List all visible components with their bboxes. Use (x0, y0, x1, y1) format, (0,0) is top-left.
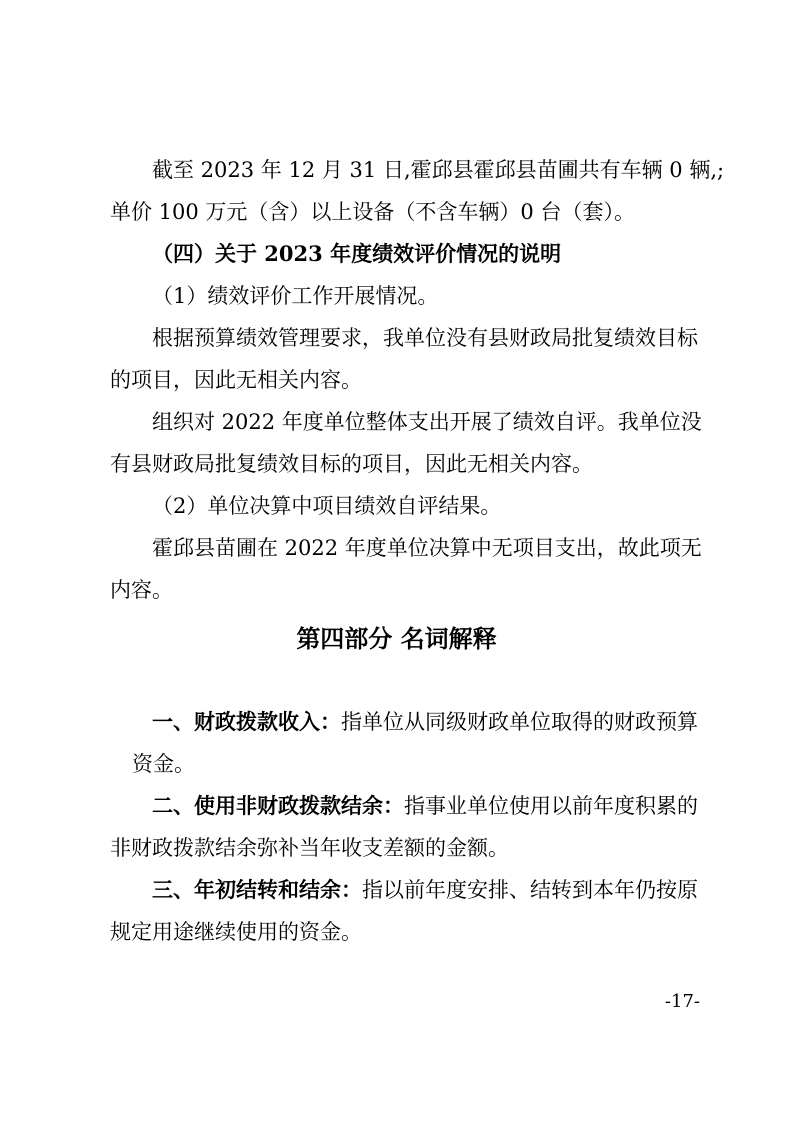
vehicles-line-1: 截至 2023 年 12 月 31 日,霍邱县霍邱县苗圃共有车辆 0 辆,; (152, 158, 725, 182)
part-four-title: 第四部分 名词解释 (296, 625, 497, 653)
para-1-line-2: 的项目，因此无相关内容。 (110, 368, 362, 392)
term-3-label: 三、年初结转和结余： (152, 877, 362, 902)
page-number: -17- (664, 991, 700, 1012)
term-1-label: 一、财政拨款收入： (152, 709, 341, 734)
para-1-line-1: 根据预算绩效管理要求，我单位没有县财政局批复绩效目标 (152, 326, 698, 350)
term-3-definition: 指以前年度安排、结转到本年仍按原 (362, 878, 698, 902)
term-1-line-2: 资金。 (132, 752, 195, 776)
para-2-line-1: 组织对 2022 年度单位整体支出开展了绩效自评。我单位没 (152, 410, 702, 434)
term-3-line-1 (152, 876, 698, 904)
item-1-heading: （1）绩效评价工作开展情况。 (152, 284, 439, 308)
term-2-line-1 (152, 792, 698, 820)
term-1-definition: 指单位从同级财政单位取得的财政预算 (341, 710, 698, 734)
sub-heading-performance-evaluation: （四）关于 2023 年度绩效评价情况的说明 (152, 241, 562, 266)
term-1-line-1 (152, 708, 698, 736)
term-3-line-2: 规定用途继续使用的资金。 (110, 920, 362, 944)
para-3-line-2: 内容。 (110, 578, 173, 602)
term-2-definition: 指事业单位使用以前年度积累的 (404, 794, 698, 818)
para-3-line-1: 霍邱县苗圃在 2022 年度单位决算中无项目支出，故此项无 (152, 536, 702, 560)
vehicles-line-2: 单价 100 万元（含）以上设备（不含车辆）0 台（套）。 (110, 200, 635, 224)
para-2-line-2: 有县财政局批复绩效目标的项目，因此无相关内容。 (110, 452, 593, 476)
term-2-label: 二、使用非财政拨款结余： (152, 793, 404, 818)
term-2-line-2: 非财政拨款结余弥补当年收支差额的金额。 (110, 836, 509, 860)
item-2-heading: （2）单位决算中项目绩效自评结果。 (152, 494, 502, 518)
